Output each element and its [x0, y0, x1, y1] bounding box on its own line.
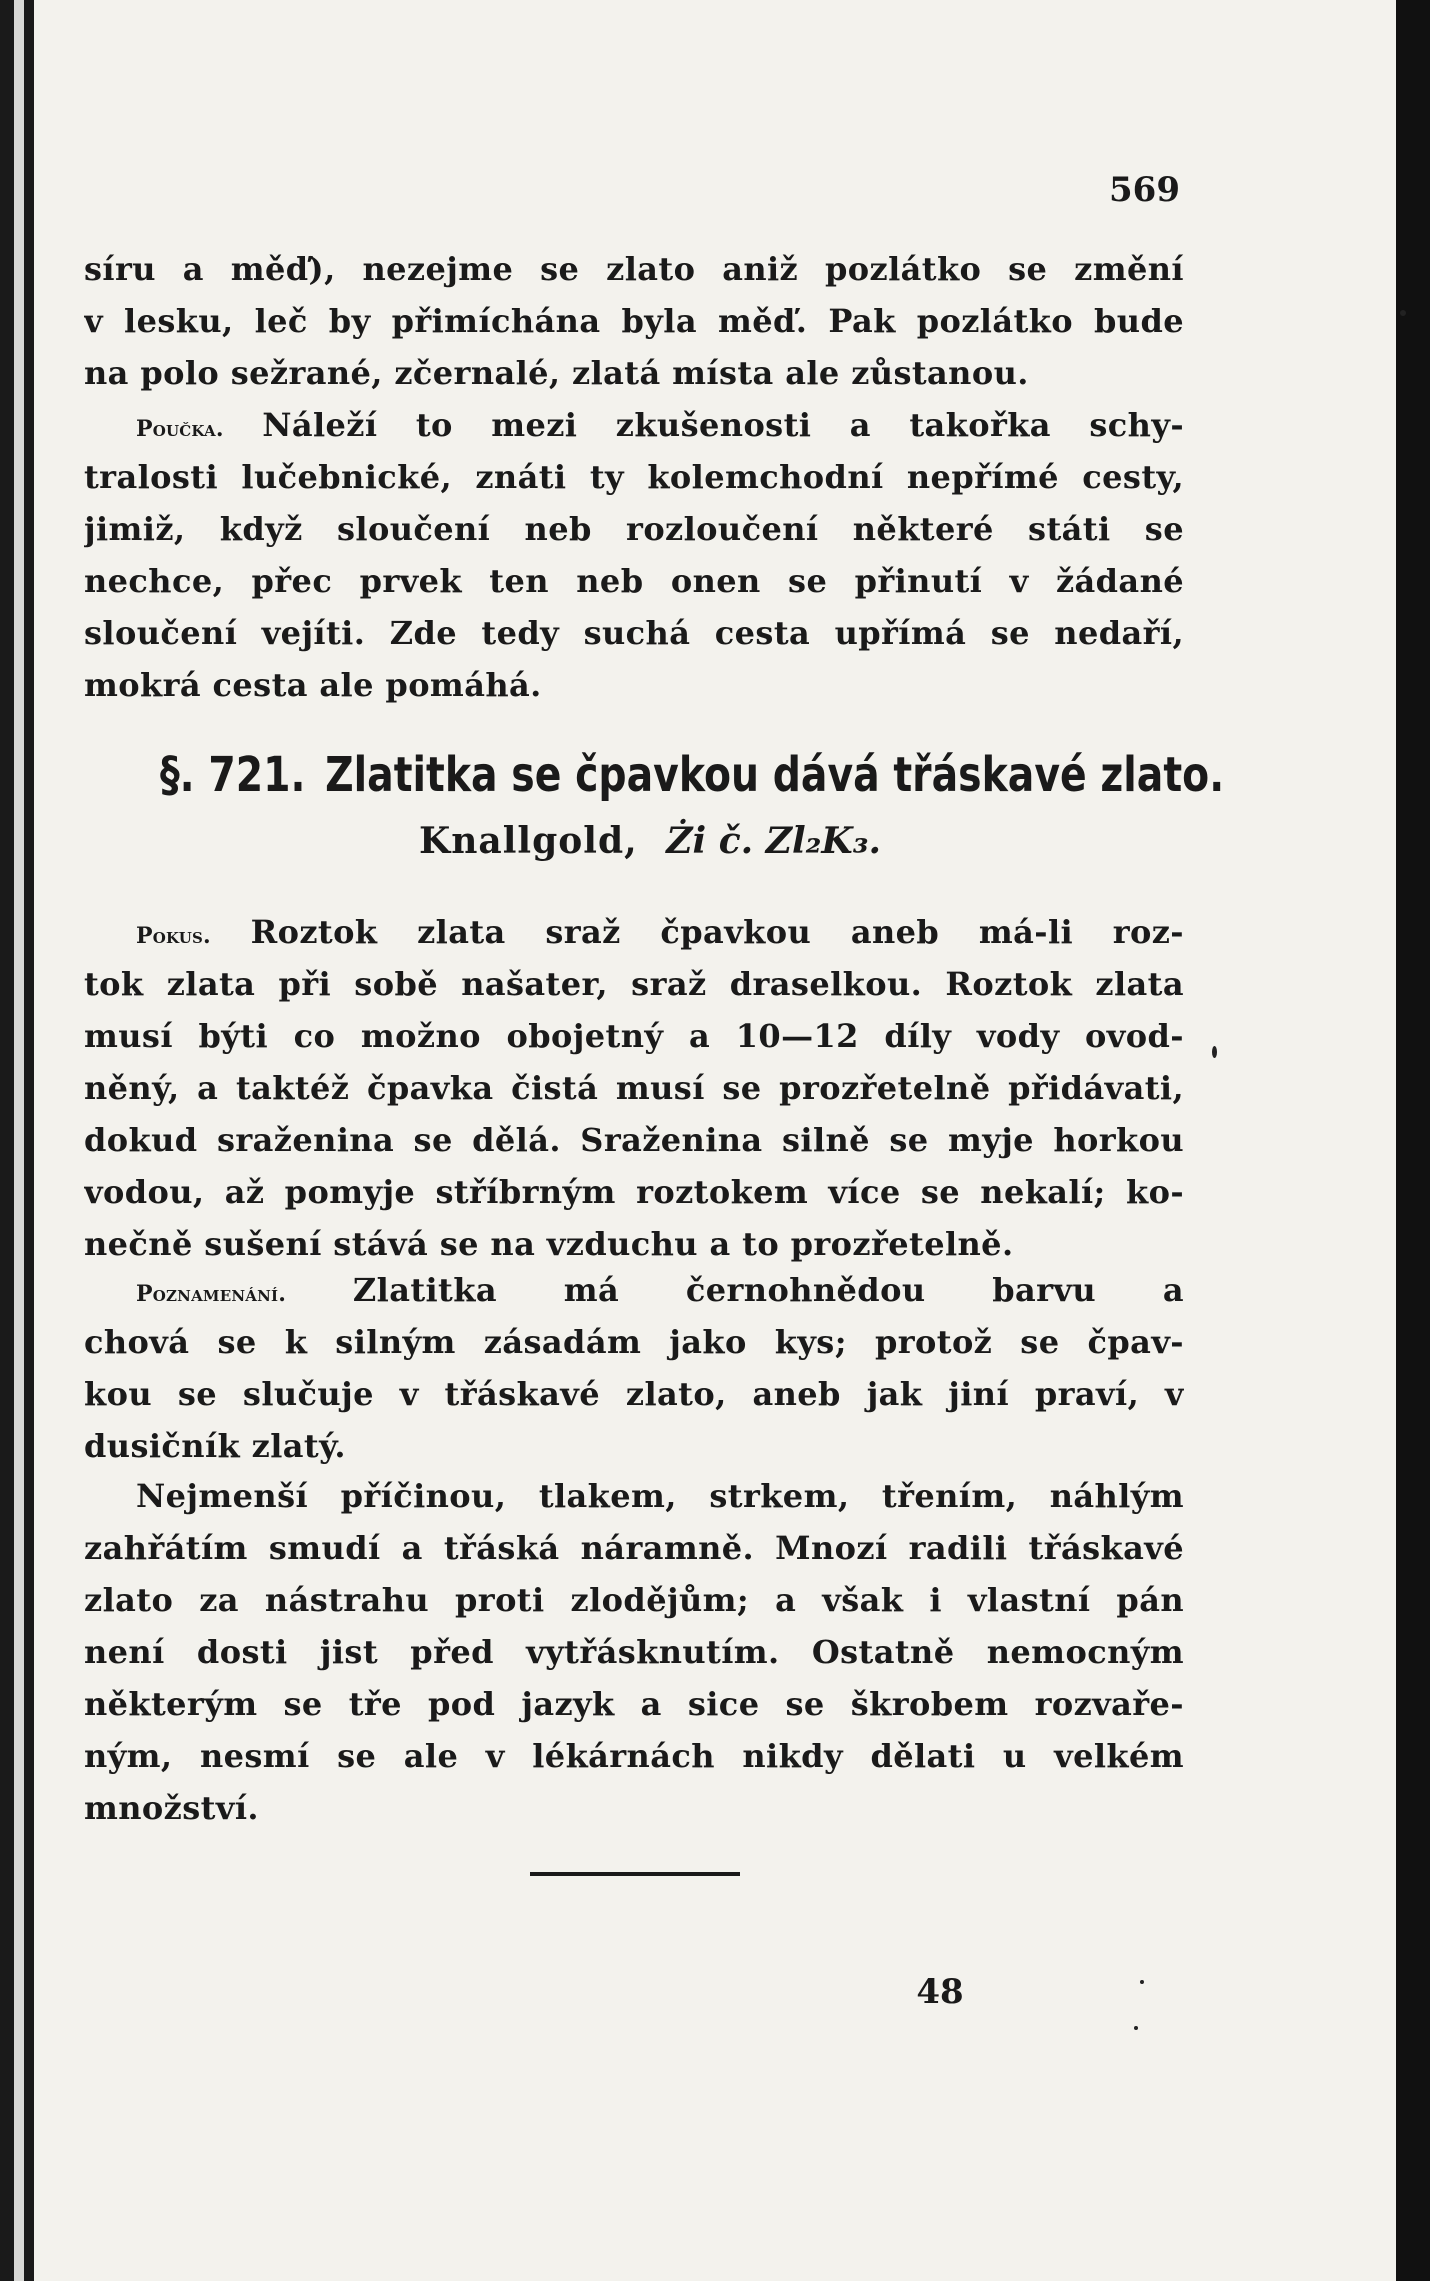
poucka-label: Poučka. [136, 416, 224, 442]
text-line: Poučka. Náleží to mezi zkušenosti a takořka schy- [136, 406, 1184, 444]
scan-speck [1400, 310, 1406, 316]
end-separator-rule [530, 1872, 740, 1876]
text-line: tok zlata při sobě našater, sraž draselkou. Roztok zlata [84, 965, 1184, 1003]
text-line: mokrá cesta ale pomáhá. [84, 666, 542, 704]
text-line: nečně sušení stává se na vzduchu a to prozřetelně. [84, 1225, 1014, 1263]
signature-mark: 48 [916, 1972, 964, 2012]
section-title: Zlatitka se čpavkou dává třáskavé zlato. [325, 747, 1225, 803]
section-subtitle [300, 820, 1000, 862]
scan-speck [1212, 1046, 1217, 1058]
text-line: zlato za nástrahu proti zlodějům; a však i vlastní pán [84, 1581, 1184, 1619]
poznamenani-paragraph [84, 1264, 1184, 1472]
section-heading [160, 740, 1225, 810]
paragraph-last [84, 1470, 1184, 1834]
text-line: ným, nesmí se ale v lékárnách nikdy dělati u velkém [84, 1737, 1184, 1775]
text-line: dusičník zlatý. [84, 1427, 346, 1465]
text-line: v lesku, leč by přimíchána byla měď. Pak pozlátko bude [84, 302, 1184, 340]
scan-right-edge [1396, 0, 1430, 2281]
scan-speck [1134, 2026, 1138, 2030]
text-line: kou se slučuje v třáskavé zlato, aneb jak jiní praví, v [84, 1375, 1184, 1413]
german-name: Knallgold, [418, 820, 638, 862]
text-line: Pokus. Roztok zlata sraž čpavkou aneb má-li roz- [136, 913, 1184, 951]
text-line: nechce, přec prvek ten neb onen se přinutí v žádané [84, 562, 1184, 600]
text-line: musí býti co možno obojetný a 10—12 díly vody ovod- [84, 1017, 1184, 1055]
text-line: množství. [84, 1789, 259, 1827]
text-line: síru a měď), nezejme se zlato aniž pozlátko se změní [84, 250, 1184, 288]
text-line: něný, a taktéž čpavka čistá musí se prozřetelně přidávati, [84, 1069, 1184, 1107]
text-line: Poznamenání. Zlatitka má černohnědou barvu a [136, 1271, 1184, 1309]
text-line: tralosti lučebnické, znáti ty kolemchodní nepřímé cesty, [84, 458, 1184, 496]
chemical-formula: Żi č. Zl₂K₃. [666, 820, 882, 862]
text-line: vodou, až pomyje stříbrným roztokem více se nekalí; ko- [84, 1173, 1184, 1211]
text-line: některým se tře pod jazyk a sice se škrobem rozvaře- [84, 1685, 1184, 1723]
paragraph-1 [84, 243, 1184, 399]
text-line: zahřátím smudí a třáská náramně. Mnozí radili třáskavé [84, 1529, 1184, 1567]
page-number: 569 [1109, 170, 1180, 210]
text-line: dokud sraženina se dělá. Sraženina silně se myje horkou [84, 1121, 1184, 1159]
text-line: na polo sežrané, zčernalé, zlatá místa ale zůstanou. [84, 354, 1029, 392]
scan-speck [1140, 1980, 1144, 1984]
scan-left-edge [0, 0, 34, 2281]
section-number: §. 721. [160, 747, 306, 803]
text-line: není dosti jist před vytřásknutím. Ostatně nemocným [84, 1633, 1184, 1671]
text-line: chová se k silným zásadám jako kys; protož se čpav- [84, 1323, 1184, 1361]
poucka-paragraph [84, 399, 1184, 711]
text-line: Nejmenší příčinou, tlakem, strkem, třením, náhlým [136, 1477, 1184, 1515]
text-line: sloučení vejíti. Zde tedy suchá cesta upřímá se nedaří, [84, 614, 1184, 652]
text-line: jimiž, když sloučení neb rozloučení některé státi se [84, 510, 1184, 548]
pokus-paragraph [84, 906, 1184, 1270]
poznamenani-label: Poznamenání. [136, 1281, 287, 1307]
pokus-label: Pokus. [136, 923, 211, 949]
